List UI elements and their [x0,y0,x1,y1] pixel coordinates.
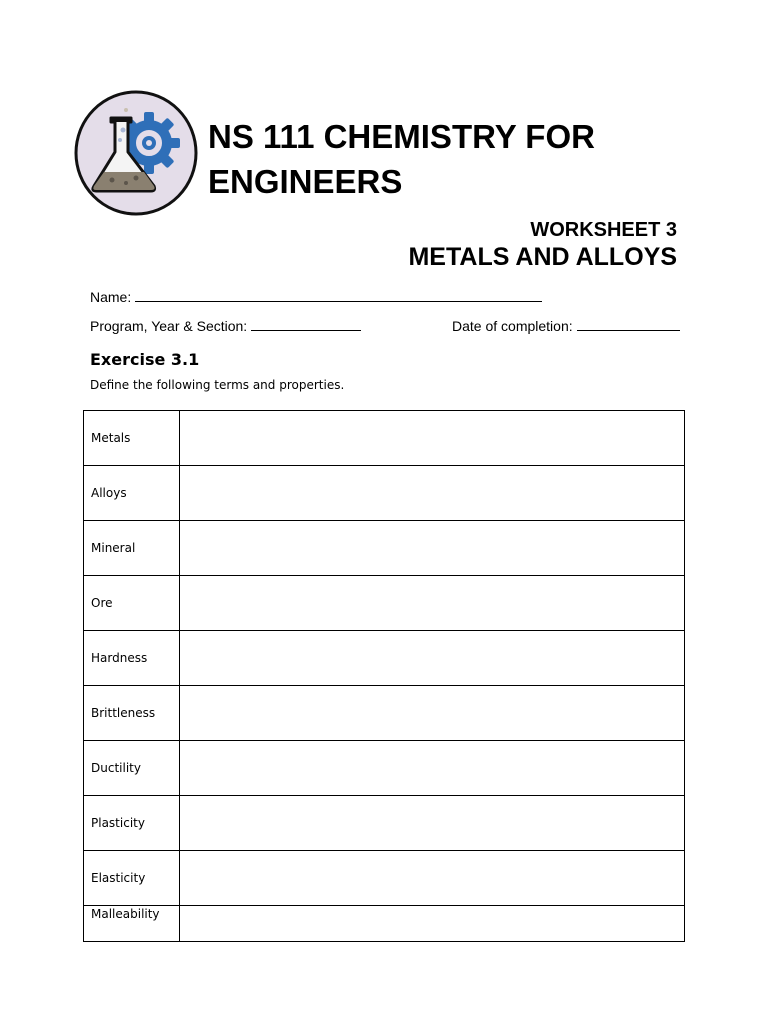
definition-cell[interactable] [180,631,685,686]
table-row [84,851,685,906]
flask-gear-icon [74,90,198,216]
date-row [452,317,680,335]
term-label: Alloys [84,466,180,521]
table-row [84,796,685,851]
term-label: Ore [84,576,180,631]
program-label: Program, Year & Section: [90,318,248,334]
table-row [84,741,685,796]
worksheet-number: WORKSHEET 3 [530,219,677,241]
table-row [84,411,685,466]
term-label: Ductility [84,741,180,796]
table-row [84,521,685,576]
term-label: Mineral [84,521,180,576]
table-row [84,631,685,686]
name-label: Name: [90,289,132,305]
date-field[interactable] [577,318,680,331]
exercise-title: Exercise 3.1 [90,350,200,369]
name-field[interactable] [135,289,542,302]
worksheet-title: METALS AND ALLOYS [408,243,677,271]
definition-cell[interactable] [180,906,685,942]
definition-cell[interactable] [180,686,685,741]
term-label: Metals [84,411,180,466]
definition-cell[interactable] [180,466,685,521]
definition-cell[interactable] [180,411,685,466]
table-row [84,686,685,741]
definition-cell[interactable] [180,796,685,851]
term-label: Hardness [84,631,180,686]
page-title: NS 111 CHEMISTRY FOR ENGINEERS [208,118,595,200]
table-row [84,576,685,631]
name-row [90,288,542,306]
term-label: Plasticity [84,796,180,851]
date-label: Date of completion: [452,318,573,334]
definition-cell[interactable] [180,521,685,576]
table-row [84,906,685,942]
term-label: Brittleness [84,686,180,741]
definition-cell[interactable] [180,741,685,796]
definition-cell[interactable] [180,576,685,631]
terms-table [83,410,685,942]
term-label: Elasticity [84,851,180,906]
program-field[interactable] [251,318,361,331]
term-label: Malleability [84,906,180,942]
exercise-instruction: Define the following terms and properties. [90,378,345,392]
program-row [90,317,361,335]
table-row [84,466,685,521]
definition-cell[interactable] [180,851,685,906]
